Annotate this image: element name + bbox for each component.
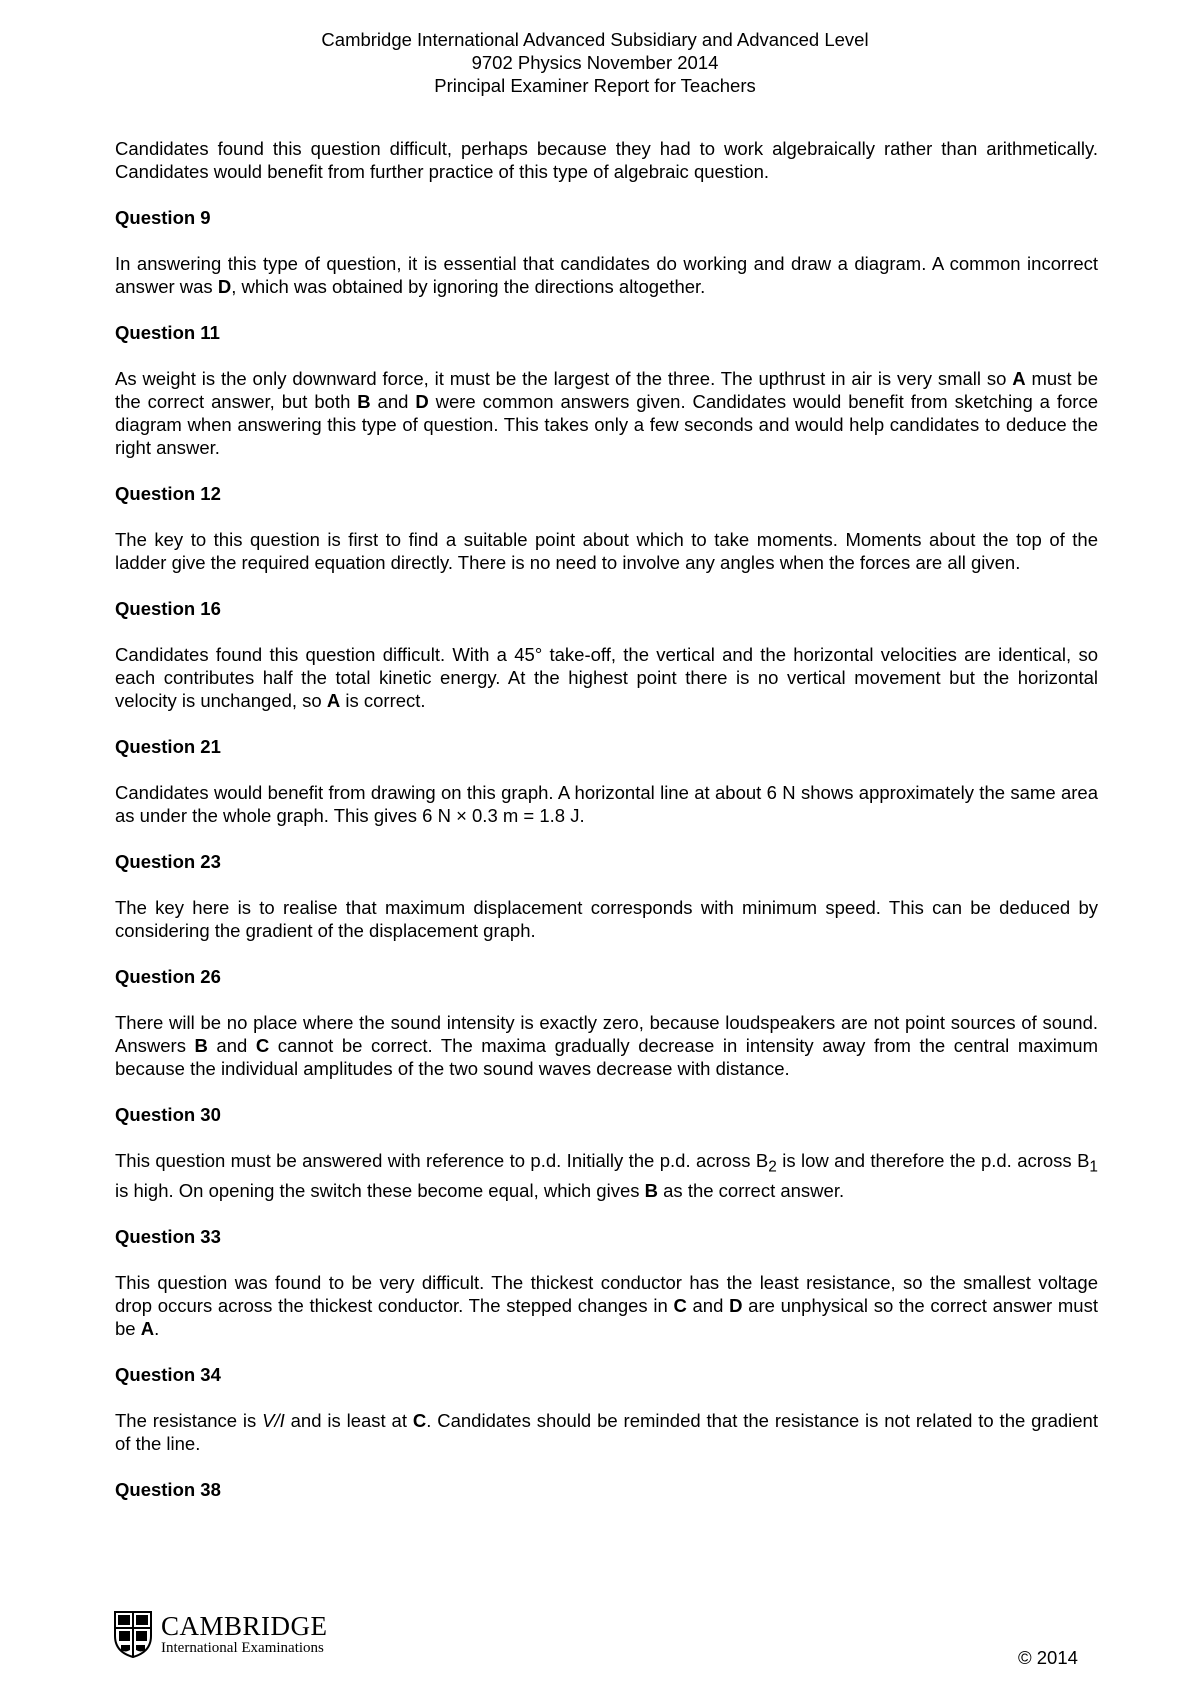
header-line-1: Cambridge International Advanced Subsidiary and Advanced Level bbox=[321, 29, 869, 50]
question-30-text: This question must be answered with reference to p.d. Initially the p.d. across $B_2$ is low and therefore the p.d. across $B_1$ is high. On opening the switch these become equal, which gives B as the correct answer. bbox=[115, 1150, 1098, 1201]
header-line-3: Principal Examiner Report for Teachers bbox=[434, 75, 756, 96]
question-34-heading: Question 34 bbox=[115, 1363, 221, 1385]
question-21-heading: Question 21 bbox=[115, 736, 221, 757]
question-11-heading: Question 11 bbox=[115, 322, 220, 343]
header-line-2: 9702 Physics November 2014 bbox=[471, 52, 719, 73]
report-body bbox=[115, 137, 1098, 1524]
logo-wordmark: CAMBRIDGE bbox=[161, 1610, 328, 1641]
question-9-heading: Question 9 bbox=[115, 207, 211, 228]
question-12-heading: Question 12 bbox=[115, 483, 221, 504]
page-header bbox=[0, 28, 1190, 97]
question-30-heading: Question 30 bbox=[115, 1104, 221, 1125]
question-23-text: The key here is to realise that maximum displacement corresponds with minimum speed. This can be deduced by considering the gradient of the displacement graph. bbox=[115, 897, 1098, 941]
question-12-text: The key to this question is first to find a suitable point about which to take moments. Moments about the top of the ladder give the required equation directly. There is no need to involve any angles when the forces are all given. bbox=[115, 529, 1098, 573]
logo-subtitle: International Examinations bbox=[161, 1639, 324, 1656]
question-9-text: In answering this type of question, it is essential that candidates do working and draw a diagram. A common incorrect answer was D, which was obtained by ignoring the directions altogether. bbox=[115, 253, 1098, 297]
question-16-text: Candidates found this question difficult. With a 45° take-off, the vertical and the horizontal velocities are identical, so each contributes half the total kinetic energy. At the highest point there is no vertical movement but the horizontal velocity is unchanged, so A is correct. bbox=[115, 644, 1098, 711]
question-26-text: There will be no place where the sound intensity is exactly zero, because loudspeakers are not point sources of sound. Answers B and C cannot be correct. The maxima gradually decrease in intensity away from the central maximum because the individual amplitudes of the two sound waves decrease with distance. bbox=[115, 1012, 1098, 1079]
copyright-notice: © 2014 bbox=[1018, 1647, 1078, 1668]
cambridge-logo bbox=[113, 1610, 328, 1658]
question-11-text: As weight is the only downward force, it must be the largest of the three. The upthrust in air is very small so A must be the correct answer, but both B and D were common answers given. Candidates would benefit from sketching a force diagram when answering this type of question. This takes only a few seconds and would help candidates to deduce the right answer. bbox=[115, 368, 1098, 458]
intro-paragraph: Candidates found this question difficult, perhaps because they had to work algebraically rather than arithmetically. Candidates would benefit from further practice of this type of algebraic question. bbox=[115, 138, 1098, 182]
question-23-heading: Question 23 bbox=[115, 851, 221, 872]
question-33-heading: Question 33 bbox=[115, 1225, 221, 1247]
question-26-heading: Question 26 bbox=[115, 966, 221, 987]
question-38-heading: Question 38 bbox=[115, 1478, 221, 1500]
question-34-text: The resistance is V/I and is least at C. Candidates should be reminded that the resistance is not related to the gradient of the line. bbox=[115, 1409, 1098, 1454]
crest-icon bbox=[113, 1610, 153, 1658]
question-21-text: Candidates would benefit from drawing on this graph. A horizontal line at about 6 N shows approximately the same area as under the whole graph. This gives 6 N × 0.3 m = 1.8 J. bbox=[115, 782, 1098, 826]
question-33-text: This question was found to be very difficult. The thickest conductor has the least resistance, so the smallest voltage drop occurs across the thickest conductor. The stepped changes in C and D are unphysical so the correct answer must be A. bbox=[115, 1271, 1098, 1339]
question-16-heading: Question 16 bbox=[115, 598, 221, 619]
